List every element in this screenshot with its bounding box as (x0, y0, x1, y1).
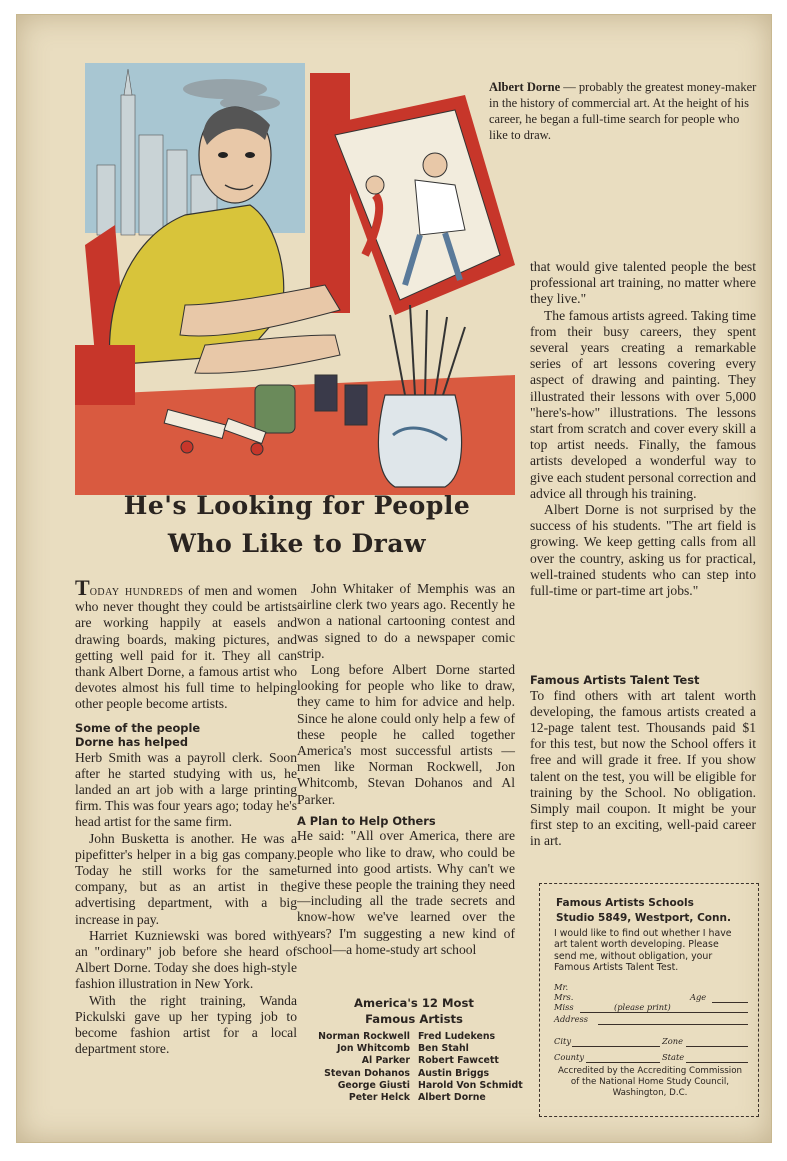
comic-back-page (16, 14, 772, 1143)
paragraph-wanda: With the right training, Wanda Pickulski gave up her typing job to become fashion artist for a local department store. (75, 992, 297, 1057)
age-line[interactable] (712, 1002, 748, 1003)
caption-text: — probably the greatest money-maker in the history of commercial art. At the height of his career, he began a full-time search for people who like to draw. (489, 80, 757, 142)
city-line[interactable] (572, 1046, 660, 1047)
coupon-studio-address: Studio 5849, Westport, Conn. (556, 912, 731, 924)
field-label-age: Age (690, 992, 707, 1002)
drop-cap: T (75, 575, 90, 600)
artist-name: Norman Rockwell (318, 1031, 410, 1042)
zone-line[interactable] (686, 1046, 748, 1047)
article-column-1 (75, 575, 297, 1057)
subhead-line-2: Dorne has helped (75, 735, 189, 750)
subhead-line-1: Some of the people (75, 720, 201, 735)
headline-line-2: Who Like to Draw (167, 529, 427, 558)
intro-paragraph (75, 575, 297, 713)
field-label-please-print: (please print) (614, 1002, 671, 1012)
paragraph-herb-smith: Herb Smith was a payroll clerk. Soon after he started studying with us, he landed an art job with a large printing firm. This was four years ago; today he's head artist for the same firm. (75, 749, 297, 830)
subhead-plan: A Plan to Help Others (297, 813, 436, 828)
paragraph-john-whitaker: John Whitaker of Memphis was an airline clerk two years ago. Recently he won a national cartooning contest and was signed to do a newspaper comic strip. (297, 581, 515, 661)
artist-name: Al Parker (361, 1055, 410, 1067)
paragraph-not-surprised: Albert Dorne is not surprised by the success of his students. "The art field is growing. We keep getting calls from all over the country, asking us for practical, well-trained students who can step into full-time or part-time art jobs." (530, 502, 756, 599)
paragraph-harriet: Harriet Kuzniewski was bored with an "ordinary" job before she heard of Albert Dorne. Today she does high-style fashion illustration in New York. (75, 927, 297, 992)
address-line[interactable] (598, 1024, 748, 1025)
paragraph-continued: that would give talented people the best professional art training, no matter where they live." (530, 259, 756, 307)
mail-coupon[interactable] (539, 883, 759, 1117)
state-line[interactable] (686, 1062, 748, 1063)
albert-dorne-illustration (75, 55, 515, 495)
article-column-3-lower (530, 669, 756, 850)
artist-name: Fred Ludekens (418, 1031, 496, 1042)
artist-name: Peter Helck (348, 1092, 410, 1104)
famous-artists-list (303, 995, 525, 1104)
article-column-3 (530, 259, 756, 599)
county-line[interactable] (586, 1062, 660, 1063)
artist-name: Robert Fawcett (418, 1055, 499, 1067)
field-label-zone: Zone (662, 1036, 684, 1046)
famous-title-line-2: Famous Artists (365, 1012, 463, 1026)
field-label-city: City (554, 1036, 572, 1046)
paragraph-he-said: He said: "All over America, there are people who like to draw, who could be turned into good artists. Why can't we give these people the training they need—including all the trade secrets and know-how we've learned over the years? I'm suggesting a new kind of school—a home-study art school (297, 828, 515, 957)
headline (57, 487, 537, 563)
artist-name: Ben Stahl (418, 1043, 469, 1055)
illustration-caption (489, 79, 759, 143)
accreditation-note: Accredited by the Accrediting Commission of the National Home Study Council, Washington, D.C. (557, 1066, 743, 1098)
field-label-address: Address (554, 1014, 589, 1024)
small-caps-lead: oday hundreds (89, 583, 184, 598)
famous-artists-title (303, 995, 525, 1027)
paragraph-talent-test: To find others with art talent worth developing, the famous artists created a 12-page talent test. Thousands paid $1 for this test, but now the School offers it free and will grade it free. If you show talent on the test, you will be eligible for training by the School. No obligation. Simply mail coupon. It might be your first step to an exciting, well-paid career in art. (530, 687, 756, 849)
artist-name: Albert Dorne (418, 1092, 486, 1104)
field-label-county: County (554, 1052, 585, 1062)
field-label-state: State (662, 1052, 685, 1062)
paragraph-long-before: Long before Albert Dorne started looking for people who like to draw, they came to him for advice and help. Since he alone could only help a few of these people he called together America's most successful artists —men like Norman Rockwell, Jon Whitcomb, Stevan Dohanos and Al Parker. (297, 662, 515, 807)
subhead-talent-test: Famous Artists Talent Test (530, 673, 700, 687)
coupon-header (556, 896, 731, 926)
name-line[interactable] (580, 1012, 748, 1013)
paragraph-artists-agreed: The famous artists agreed. Taking time from their busy careers, they spent several years creating a remarkable series of art lessons covering every aspect of drawing and painting. They illustrated their lessons with over 5,000 "here's-how" illustrations. The lessons start from scratch and cover every skill a top artist needs. Finally, the famous artists developed a wonderful way to give each student personal correction and advice all through his training. (530, 307, 756, 501)
artist-name: Jon Whitcomb (336, 1043, 410, 1055)
field-label-mr: Mr. (554, 982, 569, 992)
artist-name: Austin Briggs (418, 1067, 490, 1079)
headline-line-1: He's Looking for People (123, 491, 471, 520)
article-column-2 (297, 581, 515, 958)
famous-title-line-1: America's 12 Most (354, 996, 474, 1010)
artist-name: Stevan Dohanos (324, 1067, 410, 1079)
caption-name: Albert Dorne (489, 80, 561, 94)
field-label-mrs: Mrs. (554, 992, 574, 1002)
field-label-miss: Miss (554, 1002, 574, 1012)
artist-name-grid (303, 1031, 525, 1104)
subhead-people-helped (75, 721, 297, 750)
intro-text: of men and women who never thought they could be artists are working happily at easels and drawing boards, making pictures, and getting well paid for it. They all can thank Albert Dorne, a famous artist who devotes almost his full time to helping other people become artists. (75, 583, 297, 712)
artist-name: George Giusti (337, 1079, 410, 1091)
coupon-body: I would like to find out whether I have art talent worth developing. Please send me, without obligation, your Famous Artists Talent Test. (554, 928, 732, 974)
artist-name: Harold Von Schmidt (418, 1079, 523, 1091)
paragraph-john-busketta: John Busketta is another. He was a pipefitter's helper in a big gas company. Today he still works for the same company, but as an artist in the advertising department, with a big increase in pay. (75, 830, 297, 927)
coupon-school-name: Famous Artists Schools (556, 897, 694, 909)
